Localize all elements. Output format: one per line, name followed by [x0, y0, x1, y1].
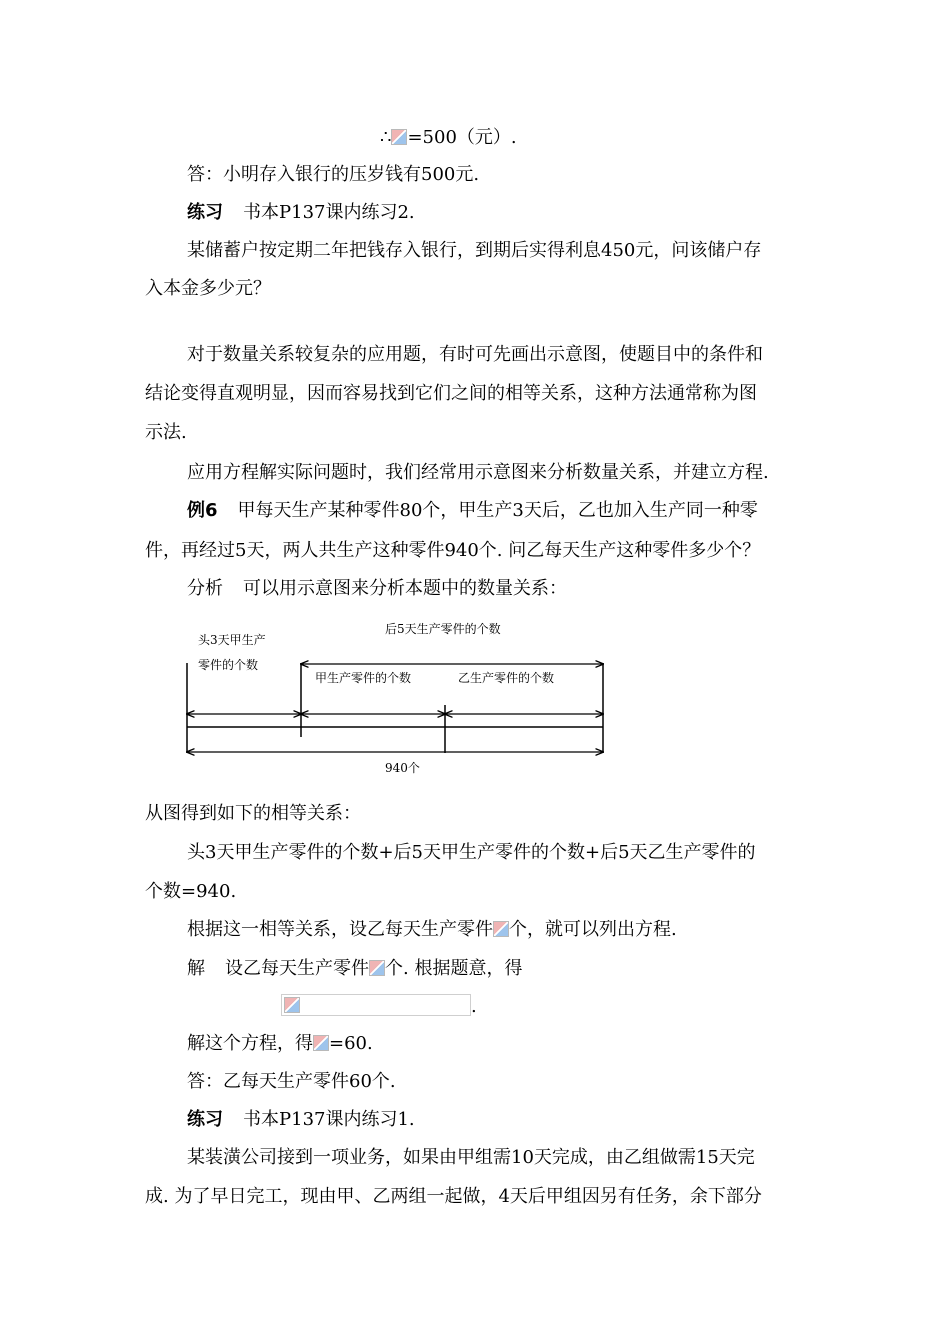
line-therefore: ∴ =500（元）.: [380, 127, 517, 148]
quantity-diagram: [180, 615, 620, 785]
example-6-line-1: 例6 甲每天生产某种零件80个，甲生产3天后，乙也加入生产同一种零: [187, 500, 758, 521]
solution-line: 解 设乙每天生产零件 个. 根据题意，得: [187, 958, 523, 979]
diagram-label-last5: 后5天生产零件的个数: [385, 622, 501, 636]
formula-image-icon: [313, 1035, 329, 1051]
exercise-text-1a: 某储蓄户按定期二年把钱存入银行，到期后实得利息450元，问该储户存: [187, 240, 762, 261]
solve-line: 解这个方程，得 =60.: [187, 1033, 373, 1054]
diagram-label-first3-line1: 头3天甲生产: [198, 633, 266, 647]
diagram-label-total: 940个: [385, 761, 420, 775]
relation-intro: 从图得到如下的相等关系：: [145, 803, 361, 824]
answer-line-1: 答：小明存入银行的压岁钱有500元.: [187, 164, 480, 185]
relation-line-2: 个数=940.: [145, 881, 237, 902]
equation-setup-line: 根据这一相等关系，设乙每天生产零件 个，就可以列出方程.: [187, 919, 677, 940]
formula-image-icon: [391, 129, 407, 145]
equation-image-icon: [284, 997, 300, 1013]
formula-image-icon: [493, 921, 509, 937]
method-text-4: 应用方程解实际问题时，我们经常用示意图来分析数量关系，并建立方程.: [187, 462, 769, 483]
exercise-heading-2: 练习 书本P137课内练习1.: [187, 1109, 415, 1130]
method-text-1: 对于数量关系较复杂的应用题，有时可先画出示意图，使题目中的条件和: [187, 344, 763, 365]
formula-image-icon: [369, 960, 385, 976]
diagram-label-first3-line2: 零件的个数: [198, 658, 259, 672]
exercise-text-2a: 某装潢公司接到一项业务，如果由甲组需10天完成，由乙组做需15天完: [187, 1147, 755, 1168]
analysis-line: 分析 可以用示意图来分析本题中的数量关系：: [187, 578, 567, 599]
method-text-2: 结论变得直观明显，因而容易找到它们之间的相等关系，这种方法通常称为图: [145, 383, 757, 404]
diagram-label-jia: 甲生产零件的个数: [315, 671, 412, 685]
example-6-line-2: 件，再经过5天，两人共生产这种零件940个. 问乙每天生产这种零件多少个？: [145, 540, 761, 561]
method-text-3: 示法.: [145, 422, 187, 443]
exercise-text-2b: 成. 为了早日完工，现由甲、乙两组一起做，4天后甲组因另有任务，余下部分: [145, 1186, 762, 1207]
exercise-heading-1: 练习 书本P137课内练习2.: [187, 202, 415, 223]
relation-line-1: 头3天甲生产零件的个数+后5天甲生产零件的个数+后5天乙生产零件的: [187, 842, 756, 863]
equation-line: .: [281, 994, 477, 1019]
diagram-label-yi: 乙生产零件的个数: [458, 671, 555, 685]
exercise-text-1b: 入本金多少元？: [145, 278, 271, 299]
answer-line-2: 答：乙每天生产零件60个.: [187, 1071, 396, 1092]
equation-image-box: [281, 994, 471, 1016]
